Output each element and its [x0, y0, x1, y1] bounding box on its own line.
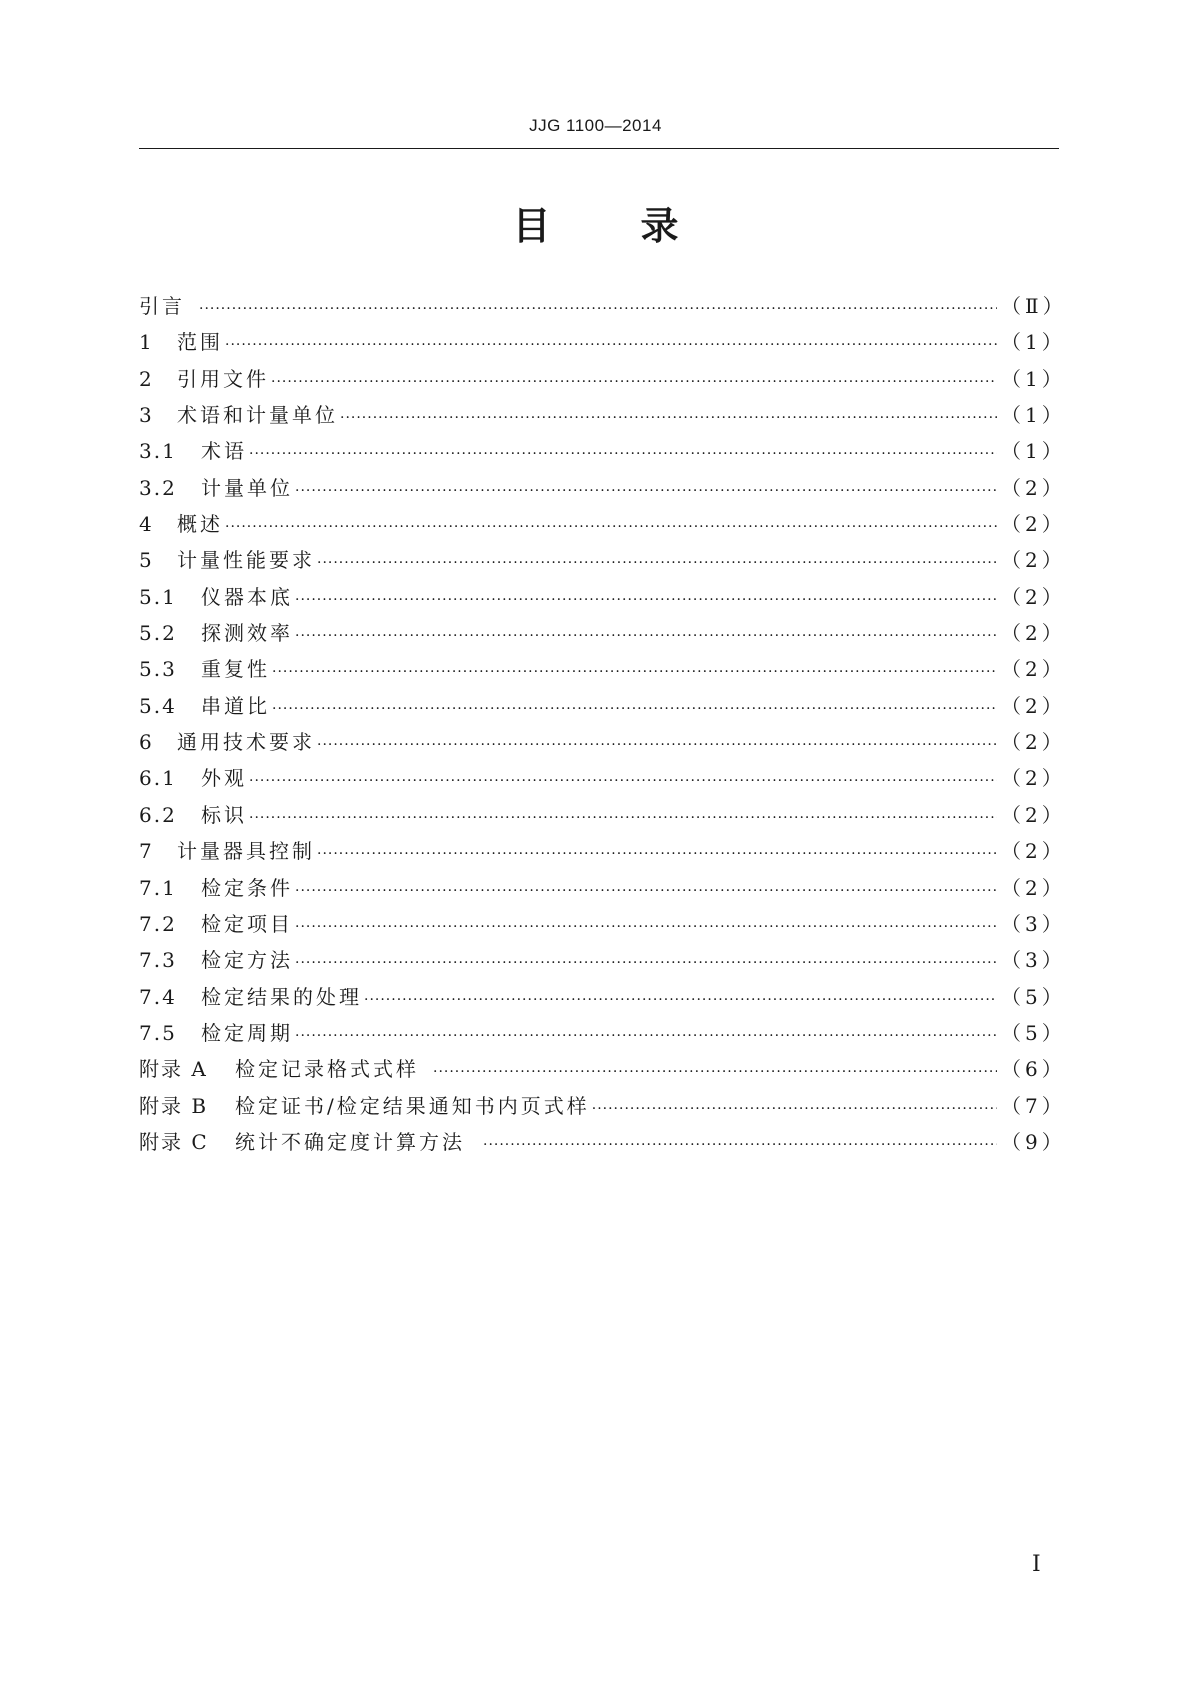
toc-entry-page: （1）: [1001, 403, 1066, 428]
toc-entry-7-3[interactable]: [139, 942, 1066, 978]
toc-entry-6-1[interactable]: [139, 760, 1066, 796]
toc-entry-number: 6: [139, 730, 154, 755]
toc-entry-page: （2）: [1001, 730, 1066, 755]
toc-entry-page: （2）: [1001, 584, 1066, 609]
toc-entry-number: 7.1: [139, 875, 177, 900]
toc-entry-number: 3: [139, 403, 154, 428]
toc-dot-leader: [364, 982, 997, 1018]
toc-entry-6-2[interactable]: [139, 797, 1066, 833]
table-of-contents: [139, 288, 1067, 1160]
toc-entry-number: 2: [139, 366, 154, 391]
toc-dot-leader: [271, 364, 997, 400]
toc-entry-label: 通用技术要求: [177, 730, 315, 755]
toc-entry-page: （2）: [1001, 512, 1066, 537]
toc-entry-7[interactable]: [139, 833, 1066, 869]
toc-dot-leader: [317, 836, 997, 872]
toc-entry-page: （2）: [1001, 875, 1066, 900]
toc-entry-5[interactable]: [139, 542, 1066, 578]
toc-dot-leader: [317, 545, 997, 581]
toc-dot-leader: [295, 909, 997, 945]
toc-entry-page: （9）: [1001, 1129, 1066, 1154]
toc-entry-label: 术语和计量单位: [177, 403, 338, 428]
toc-entry-appendix-c[interactable]: [139, 1124, 1066, 1160]
toc-entry-number: 6.1: [139, 766, 177, 791]
toc-entry-4[interactable]: [139, 506, 1066, 542]
toc-dot-leader: [295, 473, 997, 509]
toc-entry-label: 标识: [201, 802, 247, 827]
toc-entry-number: 附录 A: [139, 1057, 208, 1082]
toc-entry-number: 7.3: [139, 948, 177, 973]
toc-entry-page: （5）: [1001, 1020, 1066, 1045]
toc-entry-page: （6）: [1001, 1057, 1066, 1082]
header-divider: [139, 148, 1059, 149]
toc-entry-page: （2）: [1001, 657, 1066, 682]
toc-entry-6[interactable]: [139, 724, 1066, 760]
toc-entry-page: （3）: [1001, 948, 1066, 973]
toc-entry-label: 串道比: [201, 693, 270, 718]
toc-entry-number: 5.3: [139, 657, 177, 682]
toc-dot-leader: [199, 291, 997, 327]
toc-dot-leader: [295, 873, 997, 909]
toc-dot-leader: [295, 945, 997, 981]
toc-dot-leader: [295, 618, 997, 654]
toc-entry-intro[interactable]: [139, 288, 1067, 324]
toc-entry-label: 外观: [201, 766, 247, 791]
toc-entry-7-1[interactable]: [139, 870, 1066, 906]
toc-entry-label: 引言: [139, 294, 185, 318]
toc-entry-number: 7.4: [139, 984, 177, 1009]
toc-entry-5-4[interactable]: [139, 688, 1066, 724]
page-title: [0, 202, 1191, 250]
toc-entry-label: 统计不确定度计算方法: [235, 1129, 465, 1154]
document-header: JJG 1100—2014: [529, 116, 662, 135]
toc-entry-3-1[interactable]: [139, 433, 1066, 469]
toc-entry-label: 重复性: [201, 657, 270, 682]
title-char-2: 录: [640, 204, 679, 248]
toc-dot-leader: [295, 582, 997, 618]
toc-entry-5-2[interactable]: [139, 615, 1066, 651]
toc-entry-5-3[interactable]: [139, 651, 1066, 687]
toc-entry-page: （5）: [1001, 984, 1066, 1009]
toc-entry-label: 引用文件: [177, 366, 269, 391]
toc-entry-3[interactable]: [139, 397, 1066, 433]
toc-entry-number: 7.5: [139, 1020, 177, 1045]
toc-entry-page: （Ⅱ）: [1001, 294, 1067, 318]
toc-entry-appendix-b[interactable]: [139, 1088, 1066, 1124]
toc-entry-label: 概述: [177, 512, 223, 537]
toc-entry-1[interactable]: [139, 324, 1066, 360]
toc-dot-leader: [295, 1018, 997, 1054]
toc-entry-page: （1）: [1001, 330, 1066, 355]
toc-entry-label: 检定证书/检定结果通知书内页式样: [235, 1093, 590, 1118]
toc-entry-7-5[interactable]: [139, 1015, 1066, 1051]
toc-entry-label: 检定结果的处理: [201, 984, 362, 1009]
toc-dot-leader: [272, 654, 997, 690]
toc-dot-leader: [249, 763, 997, 799]
toc-dot-leader: [225, 509, 997, 545]
toc-entry-label: 检定周期: [201, 1020, 293, 1045]
toc-entry-label: 计量性能要求: [177, 548, 315, 573]
toc-entry-number: 3.1: [139, 439, 177, 464]
toc-entry-number: 附录 B: [139, 1093, 209, 1118]
toc-entry-page: （2）: [1001, 621, 1066, 646]
toc-entry-label: 检定条件: [201, 875, 293, 900]
toc-entry-label: 检定方法: [201, 948, 293, 973]
toc-dot-leader: [592, 1091, 997, 1127]
toc-entry-number: 7: [139, 839, 154, 864]
toc-entry-number: 5: [139, 548, 154, 573]
toc-entry-page: （2）: [1001, 475, 1066, 500]
toc-entry-label: 检定项目: [201, 911, 293, 936]
toc-entry-page: （2）: [1001, 548, 1066, 573]
toc-dot-leader: [249, 800, 997, 836]
toc-entry-page: （1）: [1001, 439, 1066, 464]
toc-entry-appendix-a[interactable]: [139, 1051, 1066, 1087]
toc-entry-page: （1）: [1001, 366, 1066, 391]
toc-entry-page: （3）: [1001, 911, 1066, 936]
toc-entry-label: 范围: [177, 330, 223, 355]
page-number: Ⅰ: [1032, 1552, 1041, 1577]
toc-entry-number: 4: [139, 512, 154, 537]
toc-dot-leader: [249, 436, 997, 472]
toc-entry-page: （2）: [1001, 802, 1066, 827]
toc-entry-label: 术语: [201, 439, 247, 464]
toc-entry-7-2[interactable]: [139, 906, 1066, 942]
toc-entry-label: 仪器本底: [201, 584, 293, 609]
toc-entry-7-4[interactable]: [139, 979, 1066, 1015]
toc-entry-page: （2）: [1001, 766, 1066, 791]
toc-entry-number: 7.2: [139, 911, 177, 936]
toc-dot-leader: [225, 327, 997, 363]
toc-dot-leader: [483, 1127, 997, 1163]
toc-entry-2[interactable]: [139, 361, 1066, 397]
toc-entry-number: 1: [139, 330, 154, 355]
toc-dot-leader: [340, 400, 997, 436]
toc-entry-3-2[interactable]: [139, 470, 1066, 506]
toc-entry-label: 计量单位: [201, 475, 293, 500]
title-char-1: 目: [512, 204, 551, 248]
toc-entry-number: 6.2: [139, 802, 177, 827]
toc-entry-label: 探测效率: [201, 621, 293, 646]
toc-entry-number: 附录 C: [139, 1129, 209, 1154]
toc-entry-number: 3.2: [139, 475, 177, 500]
toc-dot-leader: [433, 1054, 997, 1090]
toc-dot-leader: [317, 727, 997, 763]
toc-entry-number: 5.4: [139, 693, 177, 718]
toc-entry-page: （2）: [1001, 693, 1066, 718]
toc-entry-page: （7）: [1001, 1093, 1066, 1118]
toc-entry-page: （2）: [1001, 839, 1066, 864]
toc-entry-number: 5.1: [139, 584, 177, 609]
toc-entry-number: 5.2: [139, 621, 177, 646]
toc-entry-5-1[interactable]: [139, 579, 1066, 615]
toc-entry-label: 计量器具控制: [177, 839, 315, 864]
toc-entry-label: 检定记录格式式样: [235, 1057, 419, 1082]
toc-dot-leader: [272, 691, 997, 727]
